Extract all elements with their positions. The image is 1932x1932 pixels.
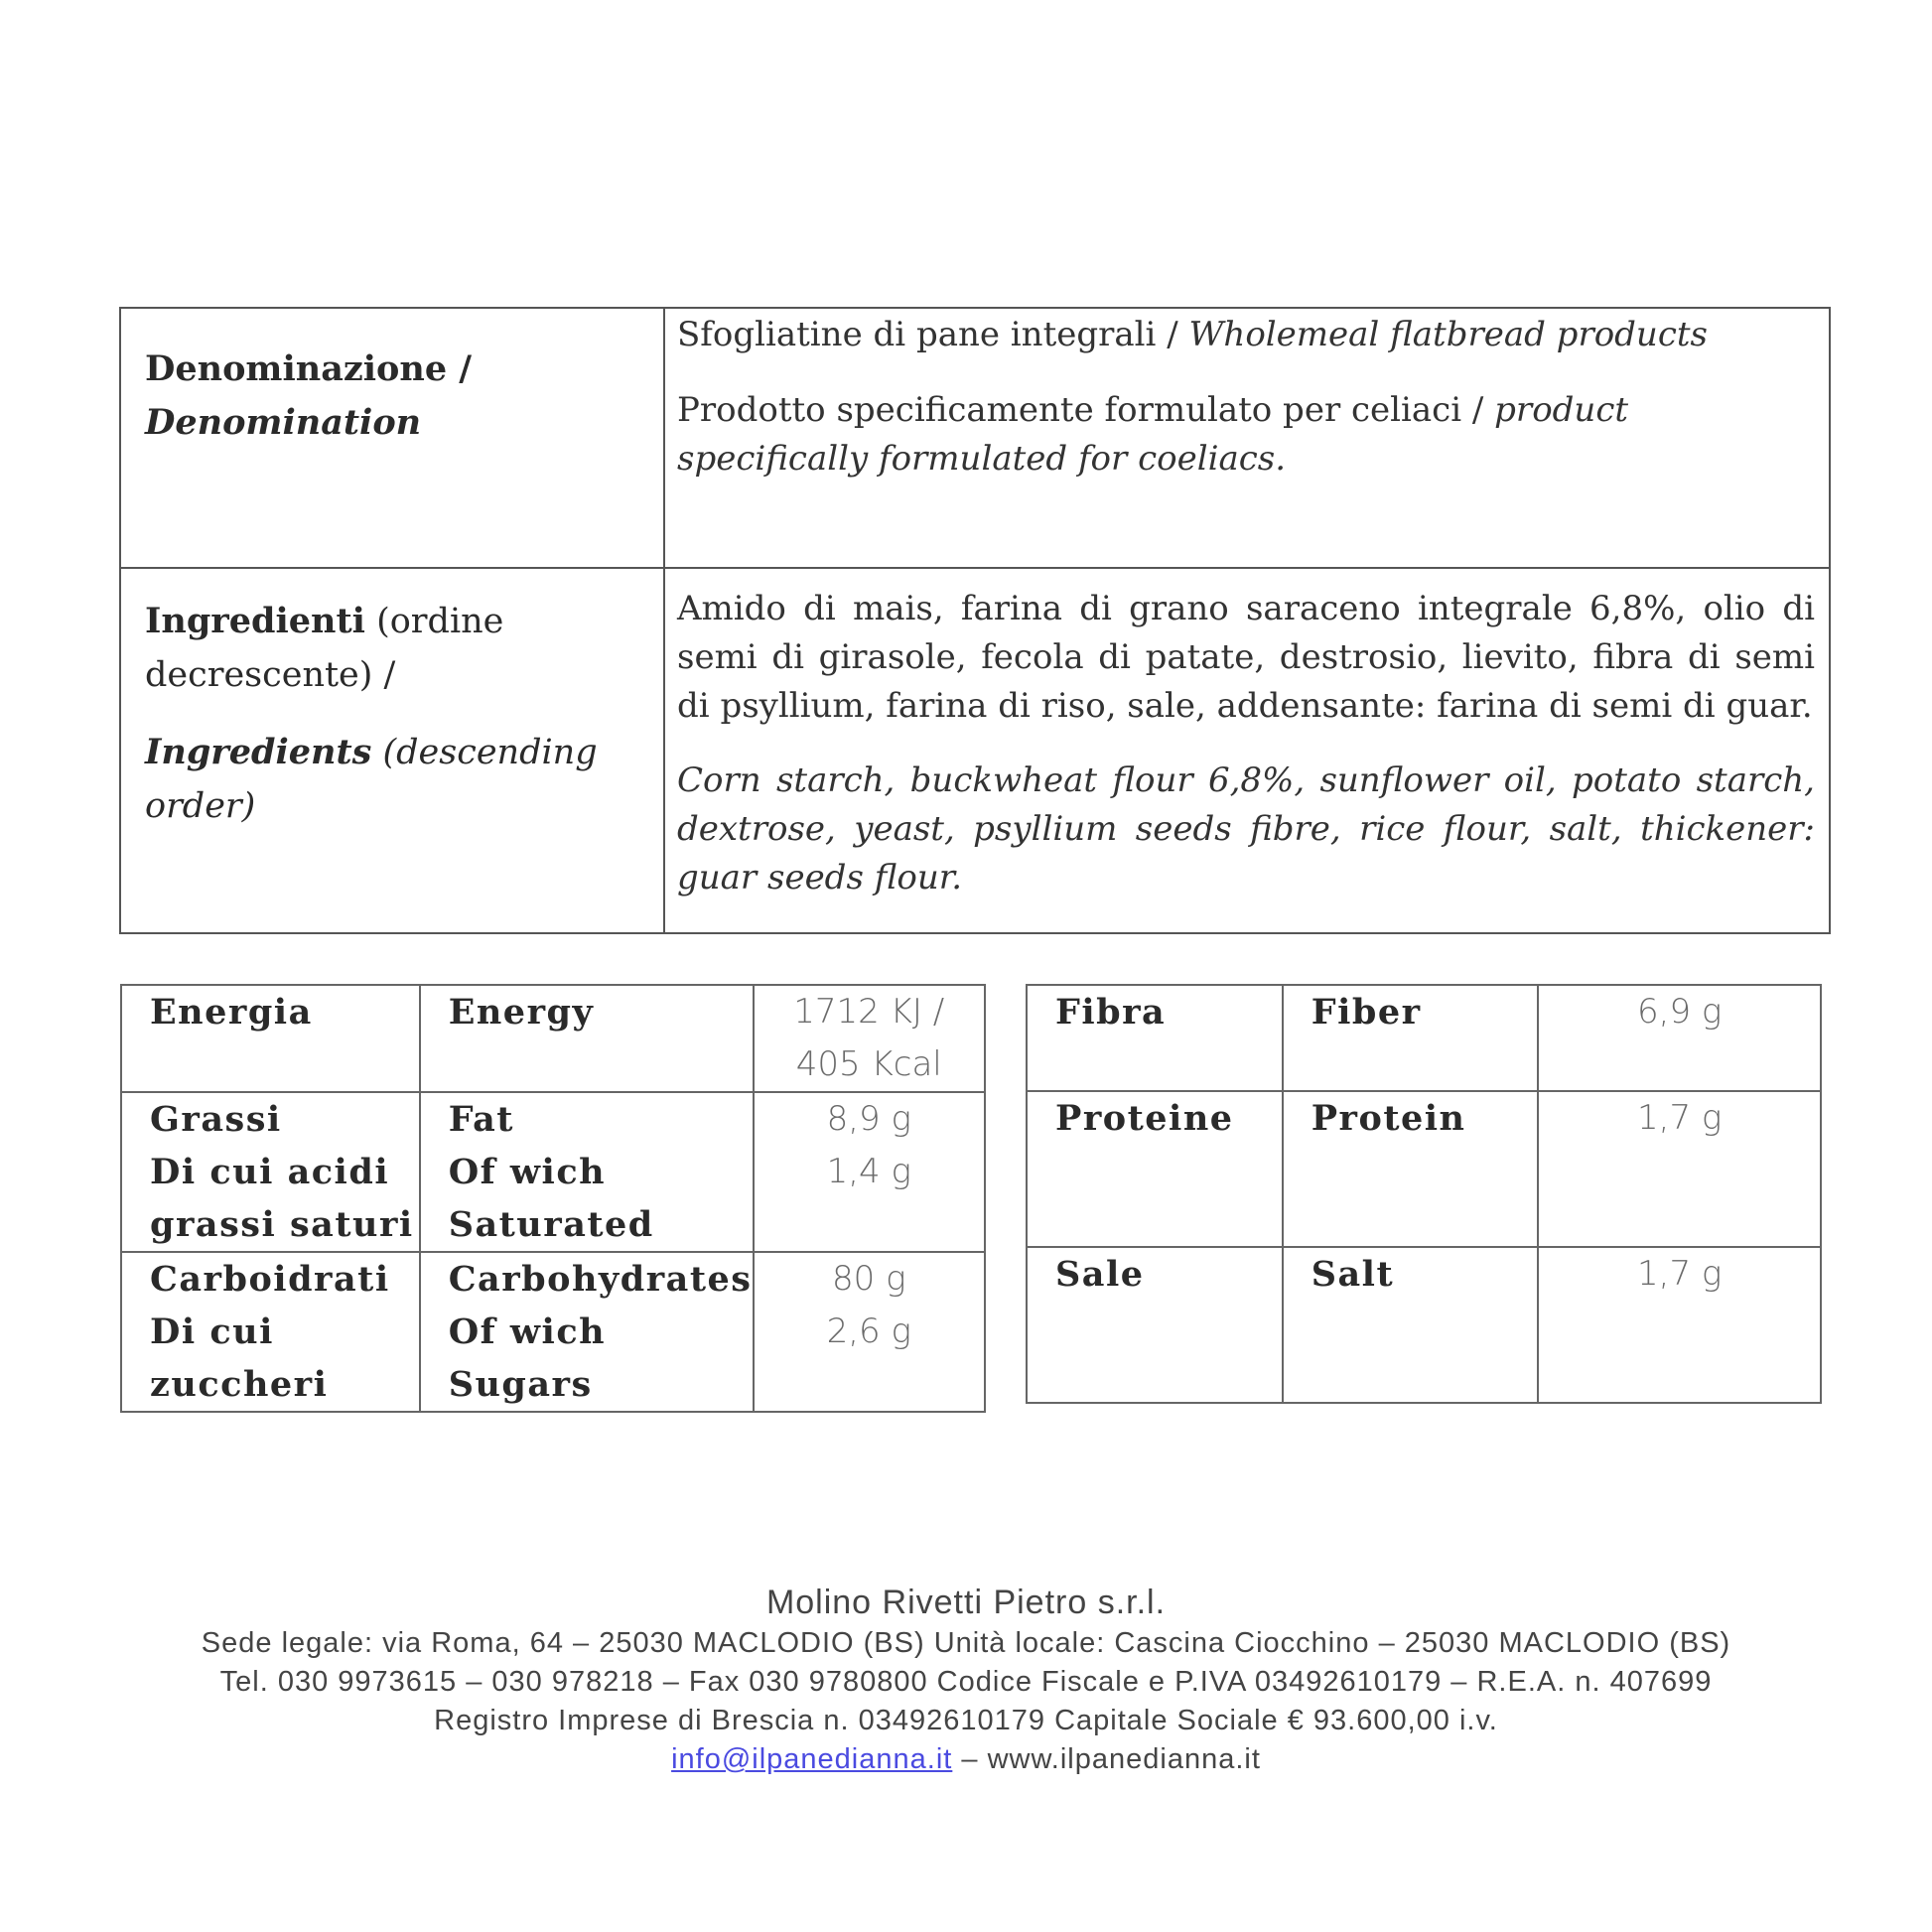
nutrient-en: Carbohydrates Of wich Sugars — [420, 1252, 754, 1412]
company-footer — [0, 1581, 1932, 1779]
nutrient-value: 1,7 g — [1538, 1247, 1821, 1403]
footer-web — [0, 1740, 1932, 1779]
nutrition-table-left — [120, 984, 986, 1413]
ingredients-value — [664, 568, 1830, 933]
nutrition-row-fiber — [1027, 985, 1821, 1091]
nutrient-en: Energy — [420, 985, 754, 1092]
ingredients-text-en: Corn starch, buckwheat flour 6,8%, sunflower oil, potato starch, dextrose, yeast, psyllium seeds fibre, rice flour, salt, thickener: guar seeds flour. — [677, 760, 1815, 897]
ingredients-label-it-rest: (ordine decrescente) / — [145, 602, 504, 695]
celiac-note-en: product specifically formulated for coeliacs. — [677, 390, 1629, 479]
website-text: www.ilpanedianna.it — [987, 1743, 1261, 1775]
ingredients-label — [120, 568, 664, 933]
nutrient-it: Sale — [1027, 1247, 1283, 1403]
denomination-row — [120, 308, 1830, 568]
nutrient-value: 1712 KJ / 405 Kcal — [754, 985, 986, 1092]
nutrient-it: Proteine — [1027, 1091, 1283, 1247]
nutrient-it: Grassi Di cui acidi grassi saturi — [121, 1092, 420, 1252]
nutrient-en: Fat Of wich Saturated — [420, 1092, 754, 1252]
company-name: Molino Rivetti Pietro s.r.l. — [765, 1584, 1167, 1621]
ingredients-label-en-rest: (descending order) — [145, 733, 598, 826]
footer-registry: Registro Imprese di Brescia n. 03492610179 Capitale Sociale € 93.600,00 i.v. — [434, 1705, 1498, 1736]
ingredients-row — [120, 568, 1830, 933]
denomination-value — [664, 308, 1830, 568]
nutrient-value: 6,9 g — [1538, 985, 1821, 1091]
nutrition-row-protein — [1027, 1091, 1821, 1247]
nutrient-en: Protein — [1283, 1091, 1539, 1247]
ingredients-label-it-bold: Ingredienti — [145, 601, 365, 641]
footer-address: Sede legale: via Roma, 64 – 25030 MACLODIO (BS) Unità locale: Cascina Ciocchino – 25030 MACLODIO (BS) — [201, 1627, 1731, 1659]
web-separator: – — [952, 1743, 988, 1775]
nutrition-row-fat — [121, 1092, 985, 1252]
nutrition-row-carbohydrates — [121, 1252, 985, 1412]
nutrient-value: 1,7 g — [1538, 1091, 1821, 1247]
celiac-note-it: Prodotto specificamente formulato per celiaci / — [677, 390, 1495, 430]
product-name-en: Wholemeal flatbread products — [1188, 315, 1708, 354]
product-spec-table — [119, 307, 1831, 934]
nutrient-en: Fiber — [1283, 985, 1539, 1091]
email-link[interactable]: info@ilpanedianna.it — [671, 1743, 953, 1775]
nutrient-value: 80 g 2,6 g — [754, 1252, 986, 1412]
denomination-label-it: Denominazione / — [145, 348, 473, 389]
nutrition-row-salt — [1027, 1247, 1821, 1403]
nutrient-it: Energia — [121, 985, 420, 1092]
nutrition-table-right — [1026, 984, 1822, 1404]
nutrient-value: 8,9 g 1,4 g — [754, 1092, 986, 1252]
nutrient-it: Carboidrati Di cui zuccheri — [121, 1252, 420, 1412]
denomination-label-en: Denomination — [145, 402, 422, 443]
denomination-label — [120, 308, 664, 568]
footer-contacts: Tel. 030 9973615 – 030 978218 – Fax 030 9780800 Codice Fiscale e P.IVA 03492610179 – R.E.A. n. 407699 — [219, 1666, 1713, 1698]
ingredients-label-en-bold: Ingredients — [145, 732, 372, 772]
product-name-it: Sfogliatine di pane integrali / — [677, 315, 1189, 354]
ingredients-text-it: Amido di mais, farina di grano saraceno integrale 6,8%, olio di semi di girasole, fecola di patate, destrosio, lievito, fibra di semi di psyllium, farina di riso, sale, addensante: farina di semi di guar. — [677, 589, 1815, 726]
nutrient-en: Salt — [1283, 1247, 1539, 1403]
nutrient-it: Fibra — [1027, 985, 1283, 1091]
nutrition-row-energy — [121, 985, 985, 1092]
